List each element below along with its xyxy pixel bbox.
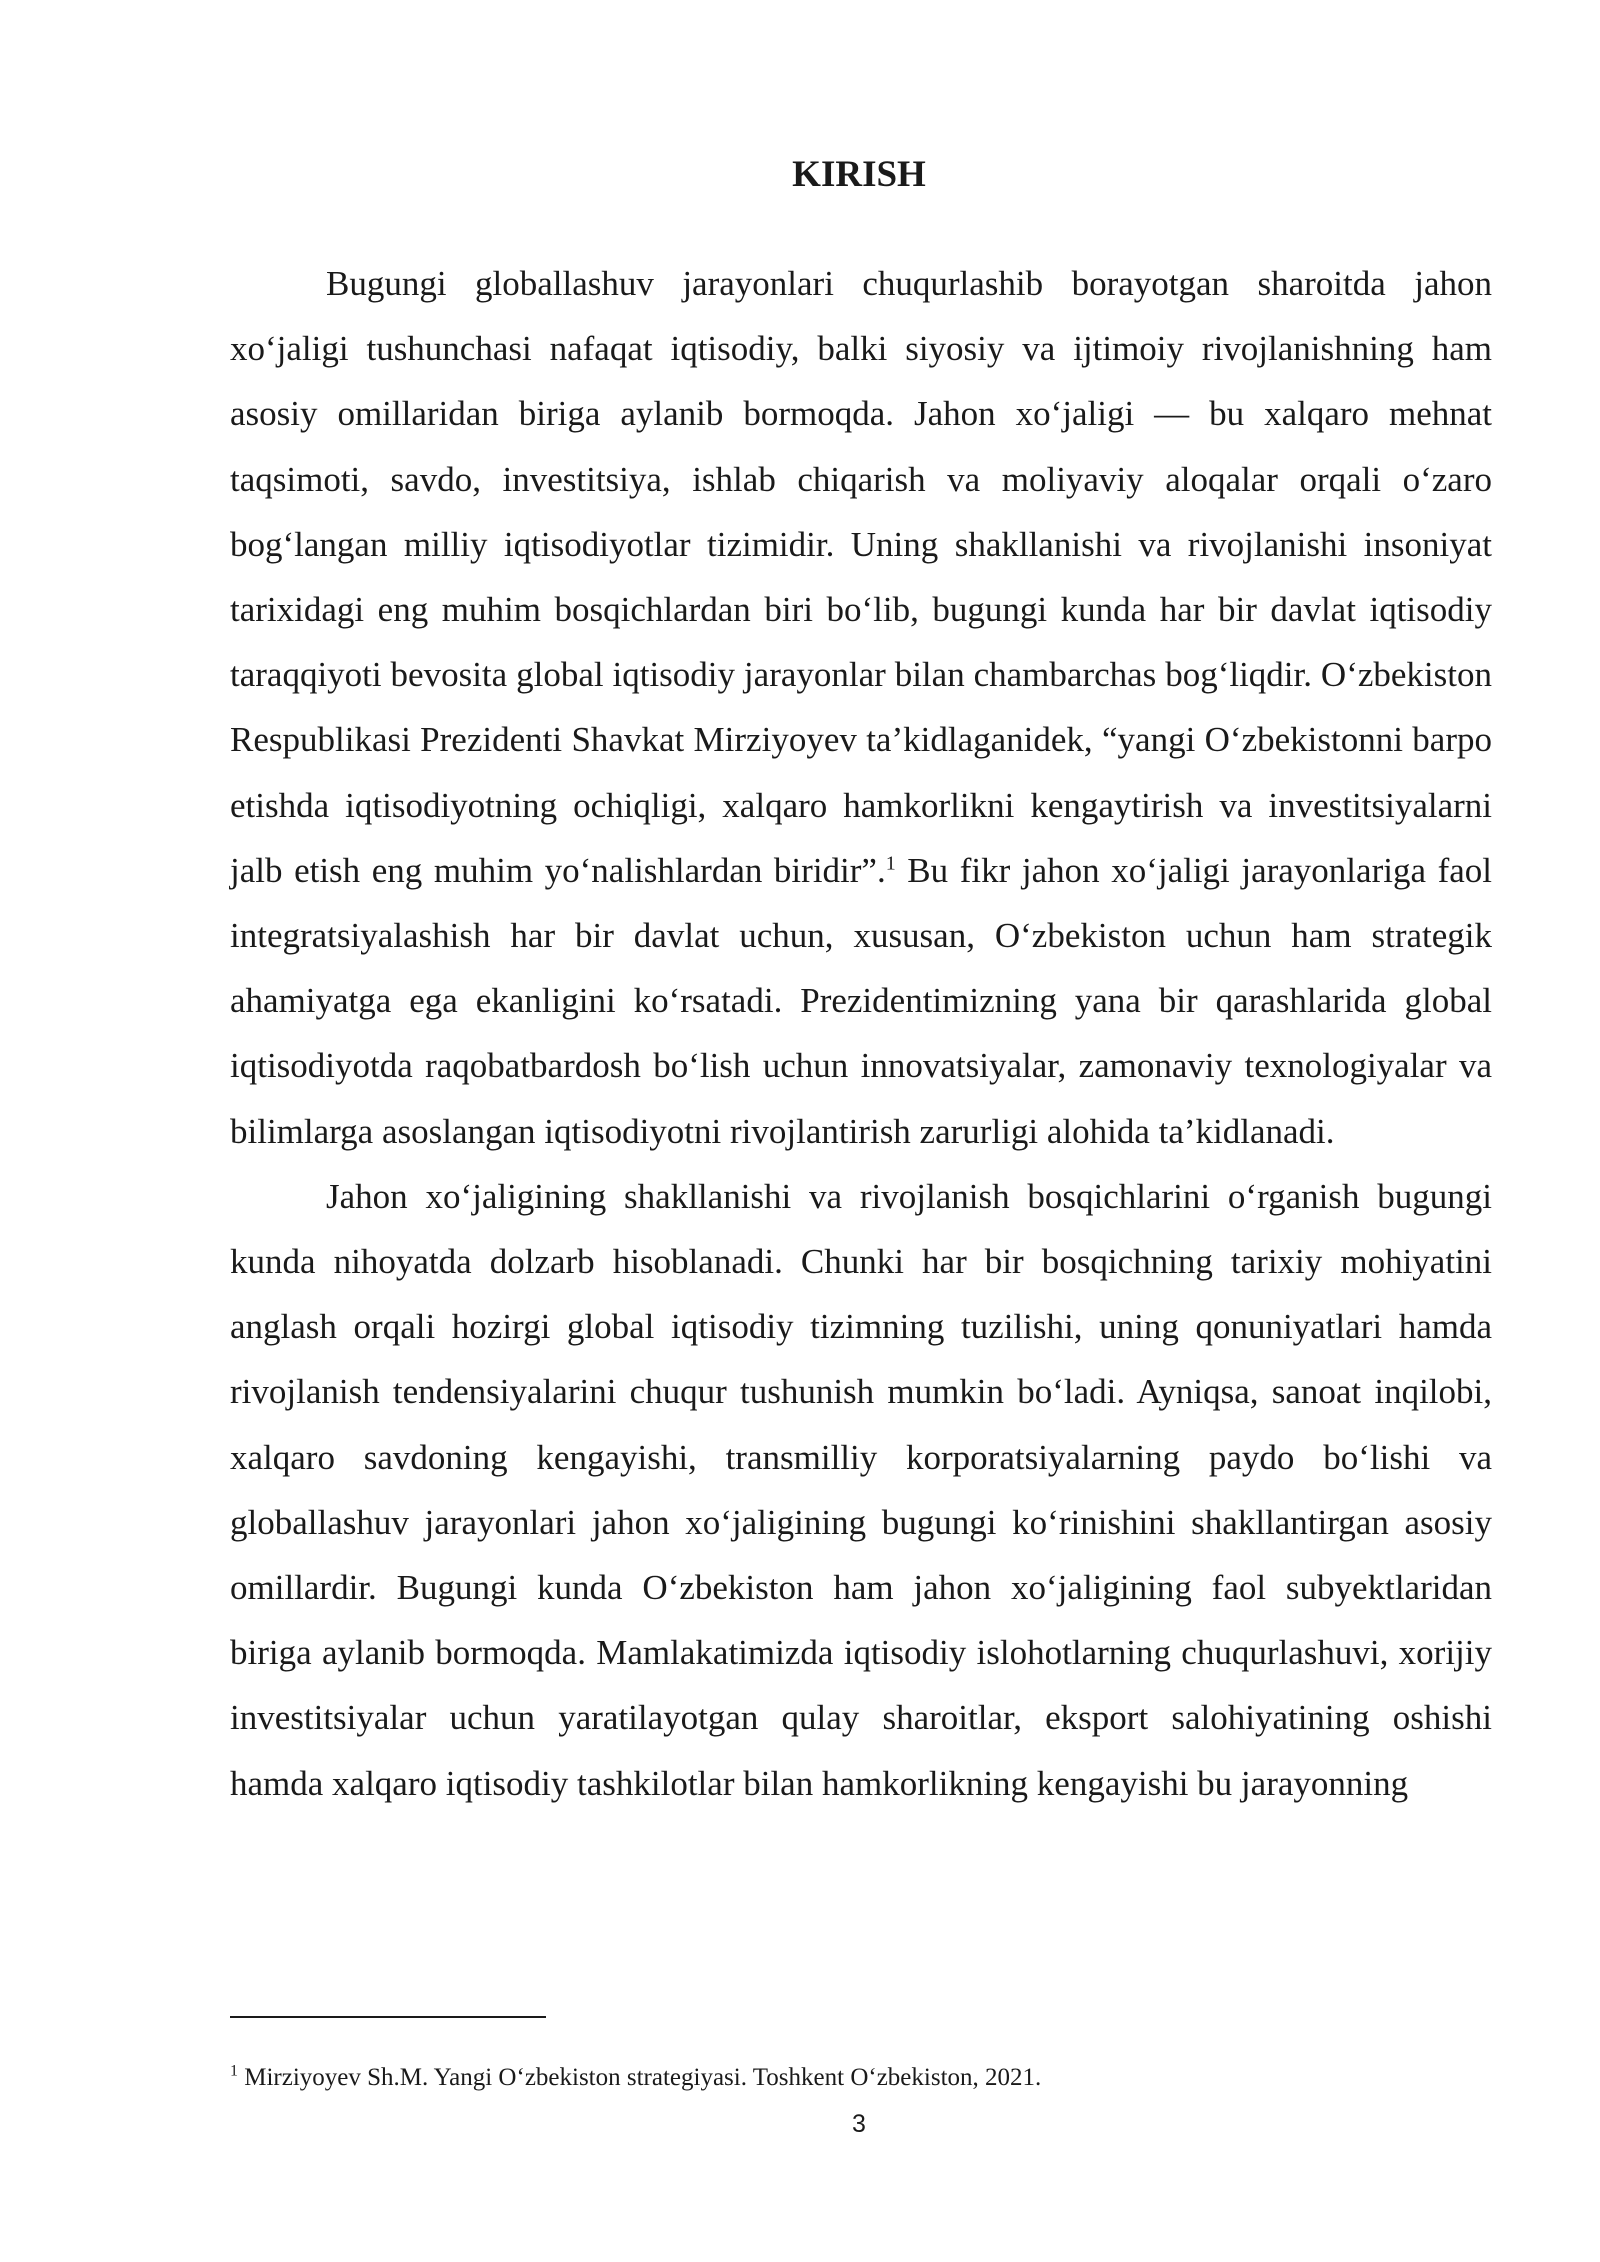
paragraph-1-text-b: Bu fikr jahon xo‘jaligi jarayonlariga faol integratsiyalashish har bir davlat uchun, xususan, O‘zbekiston uchun ham strategik ahamiyatga ega ekanligini ko‘rsatadi. Prezidentimizning yana bir qarashlarida global iqtisodiyotda raqobatbardosh bo‘lish uchun innovatsiyalar, zamonaviy texnologiyalar va bilimlarga asoslangan iqtisodiyotni rivojlantirish zarurligi alohida ta’kidlanadi. <box>230 850 1492 1151</box>
page-title: KIRISH <box>792 154 926 195</box>
paragraph-1 <box>230 251 1492 1164</box>
page-number: 3 <box>852 2110 866 2138</box>
footnote <box>230 2062 1492 2094</box>
footnote-number: 1 <box>230 2062 238 2080</box>
footnote-text: Mirziyoyev Sh.M. Yangi O‘zbekiston strategiyasi. Toshkent O‘zbekiston, 2021. <box>238 2064 1042 2091</box>
paragraph-1-text-a: Bugungi globallashuv jarayonlari chuqurlashib borayotgan sharoitda jahon xo‘jaligi tushunchasi nafaqat iqtisodiy, balki siyosiy va ijtimoiy rivojlanishning ham asosiy omillaridan biriga aylanib bormoqda. Jahon xo‘jaligi — bu xalqaro mehnat taqsimoti, savdo, investitsiya, ishlab chiqarish va moliyaviy aloqalar orqali o‘zaro bog‘langan milliy iqtisodiyotlar tizimidir. Uning shakllanishi va rivojlanishi insoniyat tarixidagi eng muhim bosqichlardan biri bo‘lib, bugungi kunda har bir davlat iqtisodiy taraqqiyoti bevosita global iqtisodiy jarayonlar bilan chambarchas bog‘liqdir. O‘zbekiston Respublikasi Prezidenti Shavkat Mirziyoyev ta’kidlaganidek, “yangi O‘zbekistonni barpo etishda iqtisodiyotning ochiqligi, xalqaro hamkorlikni kengaytirish va investitsiyalarni jalb etish eng muhim yo‘nalishlardan biridir”. <box>230 264 1492 890</box>
footnote-reference[interactable]: 1 <box>885 852 896 875</box>
paragraph-2: Jahon xo‘jaligining shakllanishi va rivojlanish bosqichlarini o‘rganish bugungi kunda nihoyatda dolzarb hisoblanadi. Chunki har bir bosqichning tarixiy mohiyatini anglash orqali hozirgi global iqtisodiy tizimning tuzilishi, uning qonuniyatlari hamda rivojlanish tendensiyalarini chuqur tushunish mumkin bo‘ladi. Ayniqsa, sanoat inqilobi, xalqaro savdoning kengayishi, transmilliy korporatsiyalarning paydo bo‘lishi va globallashuv jarayonlari jahon xo‘jaligining bugungi ko‘rinishini shakllantirgan asosiy omillardir. Bugungi kunda O‘zbekiston ham jahon xo‘jaligining faol subyektlaridan biriga aylanib bormoqda. Mamlakatimizda iqtisodiy islohotlarning chuqurlashuvi, xorijiy investitsiyalar uchun yaratilayotgan qulay sharoitlar, eksport salohiyatining oshishi hamda xalqaro iqtisodiy tashkilotlar bilan hamkorlikning kengayishi bu jarayonning <box>230 1176 1492 1803</box>
footnote-separator <box>230 2016 546 2018</box>
body-text <box>230 251 1492 1816</box>
